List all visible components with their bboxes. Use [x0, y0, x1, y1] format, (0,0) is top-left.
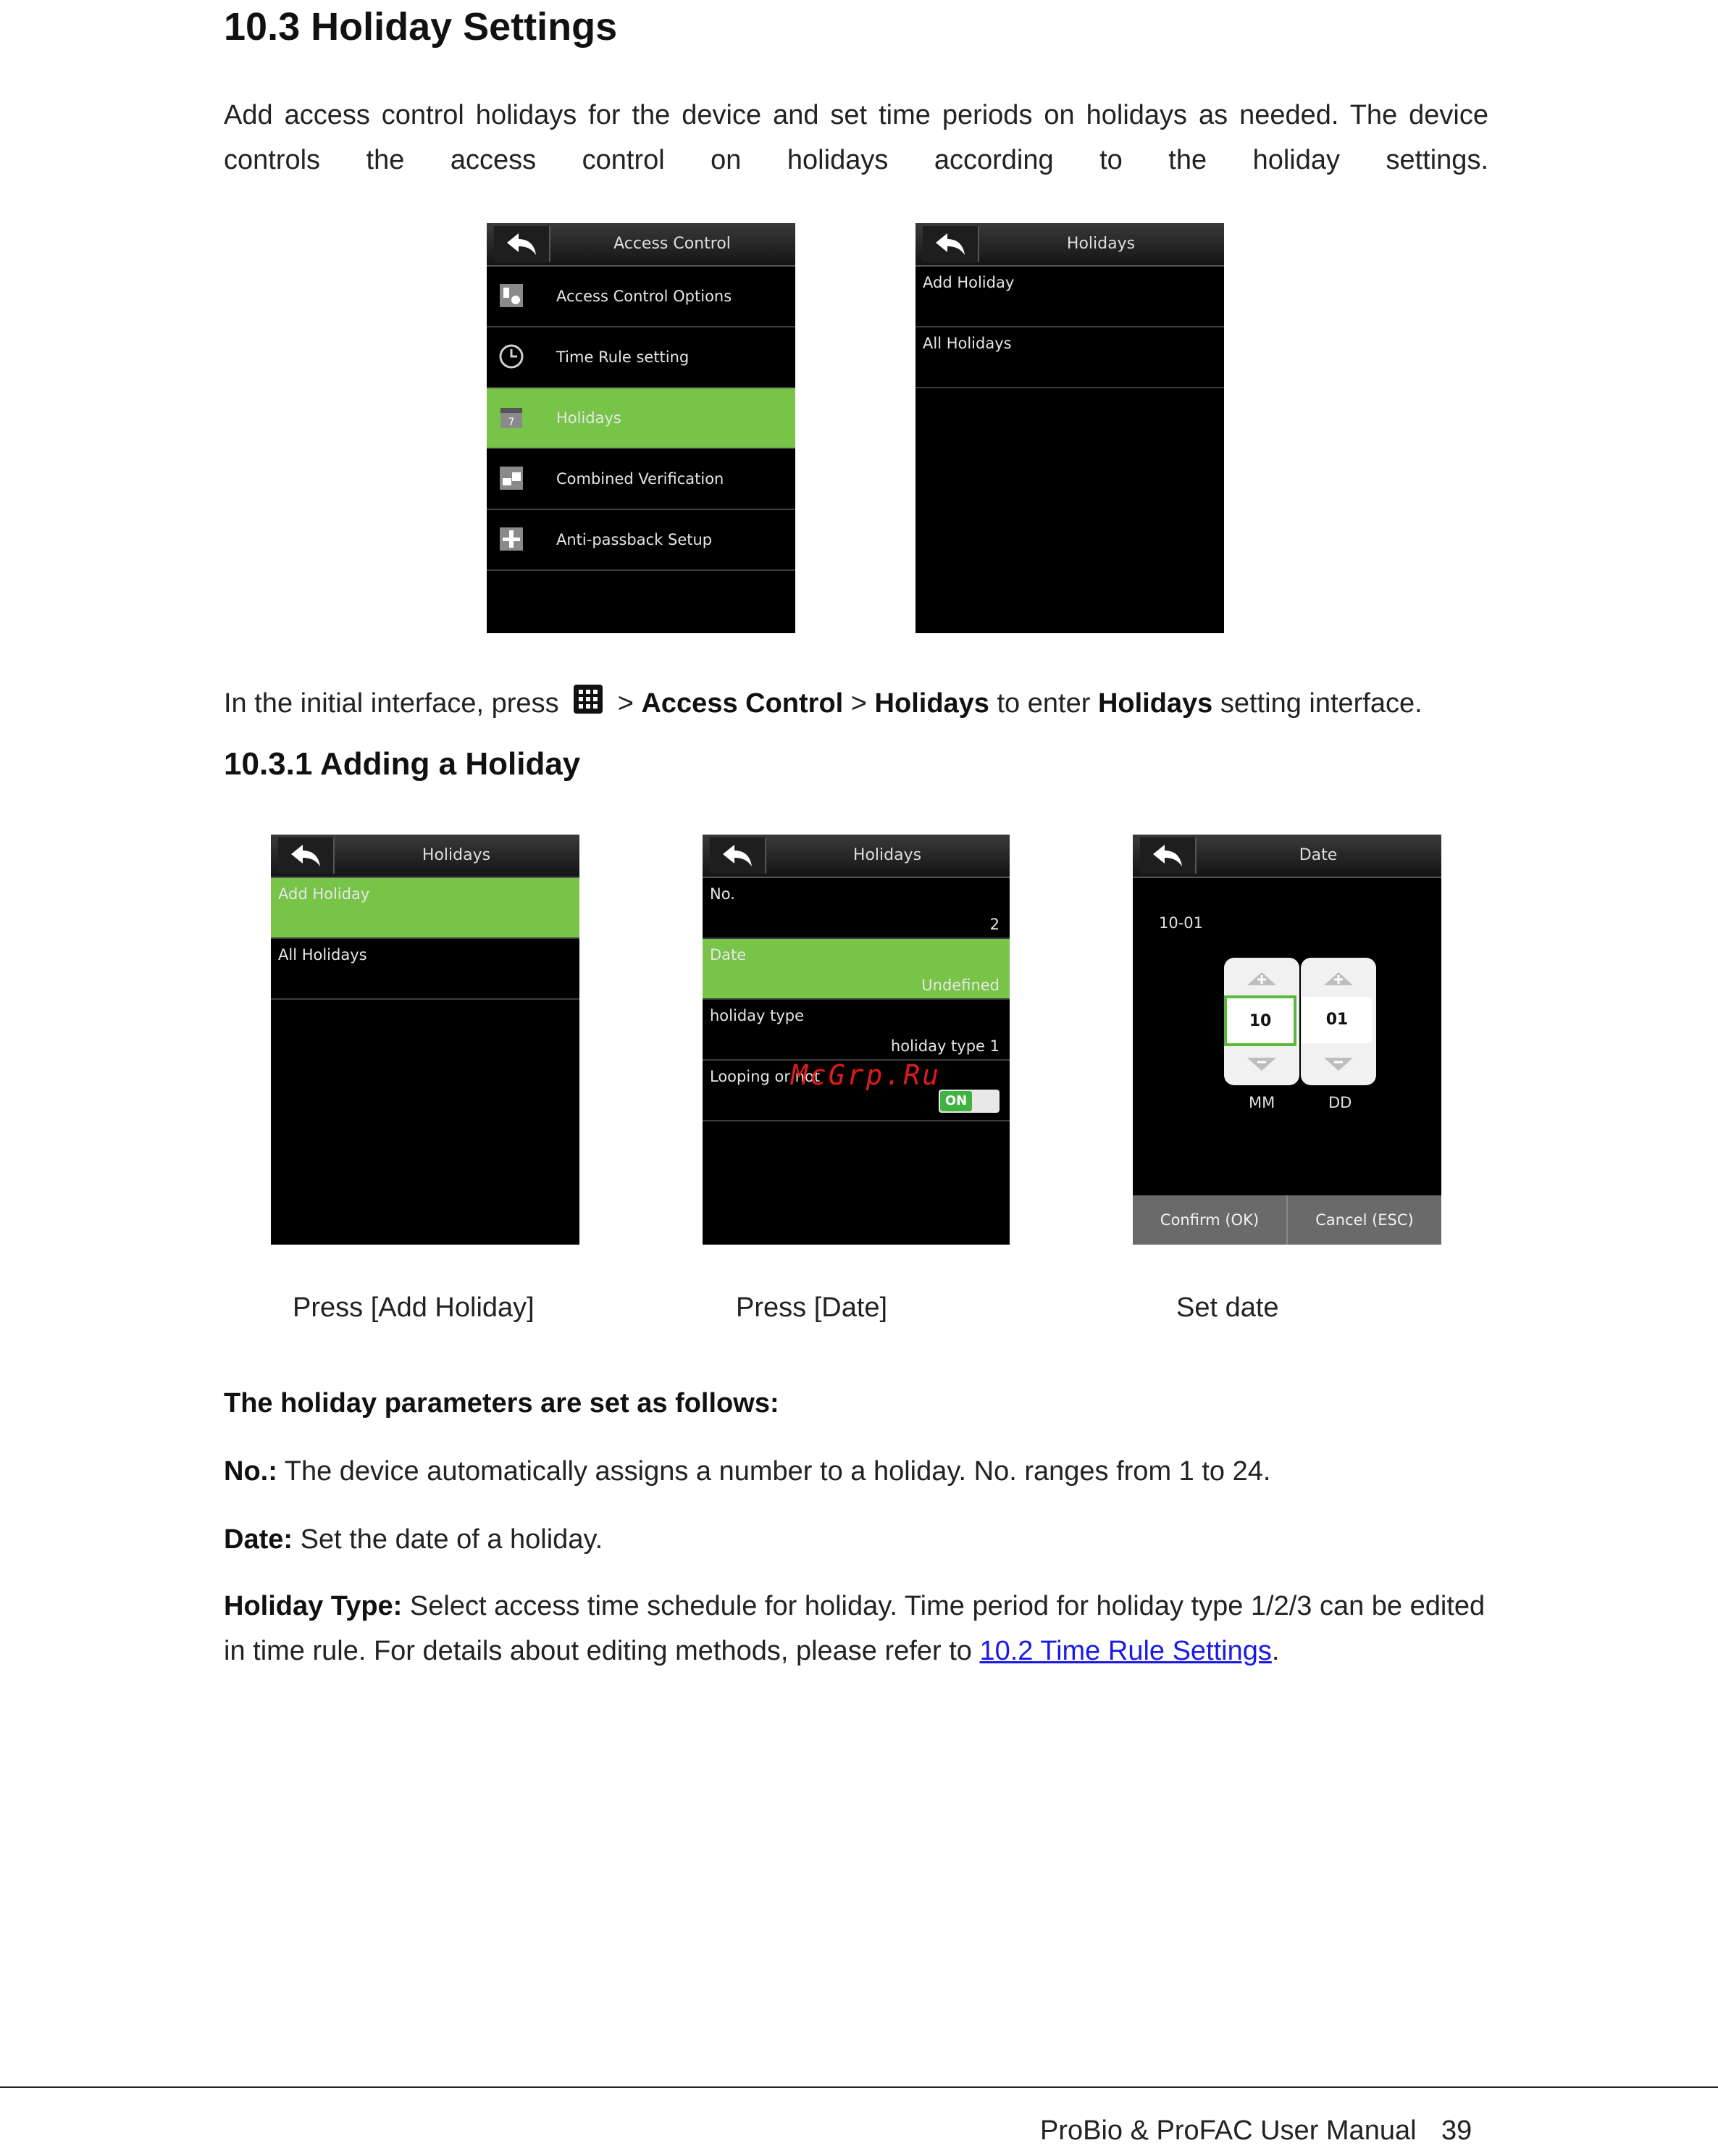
caption-set-date: Set date	[1176, 1292, 1279, 1323]
back-arrow-icon	[506, 232, 537, 256]
title-bar	[487, 223, 795, 267]
increment-arrow-icon[interactable]	[1244, 969, 1279, 987]
field-label: No.	[710, 885, 735, 903]
menu-item-label: Add Holiday	[923, 274, 1015, 291]
lock-icon	[498, 465, 524, 491]
navigation-instruction	[224, 681, 1488, 726]
separator: >	[617, 688, 634, 719]
screen-title: Holidays	[852, 846, 922, 864]
field-label: Looping or not	[710, 1068, 821, 1085]
confirm-button[interactable]: Confirm (OK)	[1133, 1195, 1288, 1245]
screen-title: Holidays	[1066, 235, 1136, 253]
watermark: McGrp.Ru	[791, 1059, 942, 1091]
menu-item-add-holiday[interactable]	[271, 878, 579, 939]
screenshot-add-holiday	[271, 835, 579, 1245]
param-date	[224, 1517, 1488, 1562]
back-arrow-icon	[290, 843, 322, 868]
calendar-icon	[498, 404, 524, 430]
param-text: The device automatically assigns a number to a holiday. No. ranges from 1 to 24.	[284, 1456, 1271, 1487]
access-options-icon	[498, 283, 524, 309]
footer-page-number: 39	[1441, 2115, 1472, 2146]
day-value[interactable]: 01	[1302, 997, 1372, 1043]
month-spinner[interactable]	[1224, 958, 1299, 1085]
param-text-end: .	[1271, 1636, 1280, 1666]
screen-title: Holidays	[422, 846, 491, 864]
decrement-arrow-icon[interactable]	[1321, 1056, 1356, 1074]
caption-date: Press [Date]	[736, 1292, 888, 1323]
time-rule-settings-link[interactable]: 10.2 Time Rule Settings	[979, 1636, 1272, 1666]
param-label: Date:	[224, 1524, 293, 1555]
back-arrow-icon	[1152, 843, 1183, 868]
screenshot-access-control	[487, 223, 795, 633]
back-button[interactable]	[494, 226, 550, 262]
params-title-text: The holiday parameters are set as follows:	[224, 1388, 779, 1418]
field-date[interactable]	[703, 939, 1010, 1000]
footer-divider	[0, 2086, 1718, 2088]
selected-date-display: 10-01	[1159, 914, 1204, 932]
decrement-arrow-icon[interactable]	[1244, 1056, 1279, 1074]
screenshot-holiday-details	[703, 835, 1010, 1245]
param-holiday-type	[224, 1584, 1488, 1674]
looping-toggle[interactable]	[939, 1090, 1000, 1113]
caption-add-holiday: Press [Add Holiday]	[293, 1292, 535, 1323]
field-label: Date	[710, 946, 747, 964]
back-button[interactable]	[1140, 837, 1197, 874]
params-title	[224, 1381, 1488, 1426]
instruction-text: to enter	[997, 688, 1091, 719]
subsection-heading: 10.3.1 Adding a Holiday	[224, 746, 581, 782]
field-holiday-type[interactable]	[703, 1000, 1010, 1061]
intro-paragraph: Add access control holidays for the device and set time periods on holidays as needed. The device controls the access control on holidays according to the holiday settings.	[224, 100, 1488, 175]
instruction-text: setting interface.	[1220, 688, 1422, 719]
menu-item-combined-verification[interactable]	[487, 449, 795, 510]
title-bar	[703, 835, 1010, 878]
screenshot-date-picker	[1133, 835, 1441, 1245]
svg-text:7: 7	[508, 417, 515, 428]
back-button[interactable]	[710, 837, 766, 874]
menu-item-all-holidays[interactable]	[915, 327, 1224, 388]
section-heading: 10.3 Holiday Settings	[224, 5, 618, 49]
button-bar	[1133, 1195, 1441, 1245]
title-bar	[271, 835, 579, 878]
menu-item-anti-passback[interactable]	[487, 510, 795, 571]
param-label: No.:	[224, 1456, 277, 1487]
menu-item-label: Combined Verification	[556, 470, 724, 488]
separator: >	[850, 688, 867, 719]
back-arrow-icon	[934, 232, 966, 256]
anti-passback-icon	[498, 526, 524, 552]
cancel-button[interactable]: Cancel (ESC)	[1315, 1211, 1414, 1229]
menu-item-label: Holidays	[556, 409, 621, 427]
title-bar	[1133, 835, 1441, 878]
title-bar	[915, 223, 1224, 267]
menu-item-access-control-options[interactable]	[487, 267, 795, 327]
field-value: Undefined	[921, 977, 1000, 994]
menu-item-label: All Holidays	[278, 946, 367, 964]
menu-item-all-holidays[interactable]	[271, 939, 579, 1000]
field-value: 2	[989, 916, 1000, 933]
day-label: DD	[1328, 1094, 1352, 1111]
holidays-term: Holidays	[1097, 688, 1213, 719]
menu-item-label: All Holidays	[923, 335, 1012, 352]
instruction-text: In the initial interface, press	[224, 688, 559, 719]
back-arrow-icon	[721, 843, 753, 868]
menu-item-add-holiday[interactable]	[915, 267, 1224, 327]
field-value: holiday type 1	[890, 1037, 1000, 1055]
param-no	[224, 1449, 1488, 1494]
screen-title: Access Control	[613, 235, 731, 253]
screenshot-holidays-menu	[915, 223, 1224, 633]
menu-item-label: Anti-passback Setup	[556, 531, 713, 548]
back-button[interactable]	[923, 226, 979, 262]
holidays-term: Holidays	[874, 688, 989, 719]
screen-title: Date	[1299, 846, 1338, 864]
param-label: Holiday Type:	[224, 1591, 403, 1621]
increment-arrow-icon[interactable]	[1321, 969, 1356, 987]
clock-icon	[498, 343, 524, 369]
menu-item-time-rule[interactable]	[487, 327, 795, 388]
menu-grid-icon	[574, 685, 603, 714]
menu-item-label: Time Rule setting	[556, 348, 690, 366]
menu-item-label: Add Holiday	[278, 885, 370, 903]
field-no[interactable]	[703, 878, 1010, 939]
footer-manual-title: ProBio & ProFAC User Manual	[1040, 2115, 1417, 2146]
param-text: Set the date of a holiday.	[300, 1524, 603, 1555]
menu-item-label: Access Control Options	[556, 288, 732, 305]
month-value[interactable]: 10	[1224, 995, 1296, 1046]
back-button[interactable]	[278, 837, 335, 874]
toggle-state: ON	[940, 1091, 972, 1111]
field-label: holiday type	[710, 1007, 805, 1024]
menu-item-holidays[interactable]	[487, 388, 795, 449]
day-spinner[interactable]	[1301, 958, 1376, 1085]
param-text: Select access time schedule for holiday. Time period for holiday type 1/2/3 can be edited in time rule. For details about editing methods, please refer to	[224, 1591, 1486, 1666]
month-label: MM	[1249, 1094, 1275, 1111]
access-control-term: Access Control	[641, 688, 844, 719]
